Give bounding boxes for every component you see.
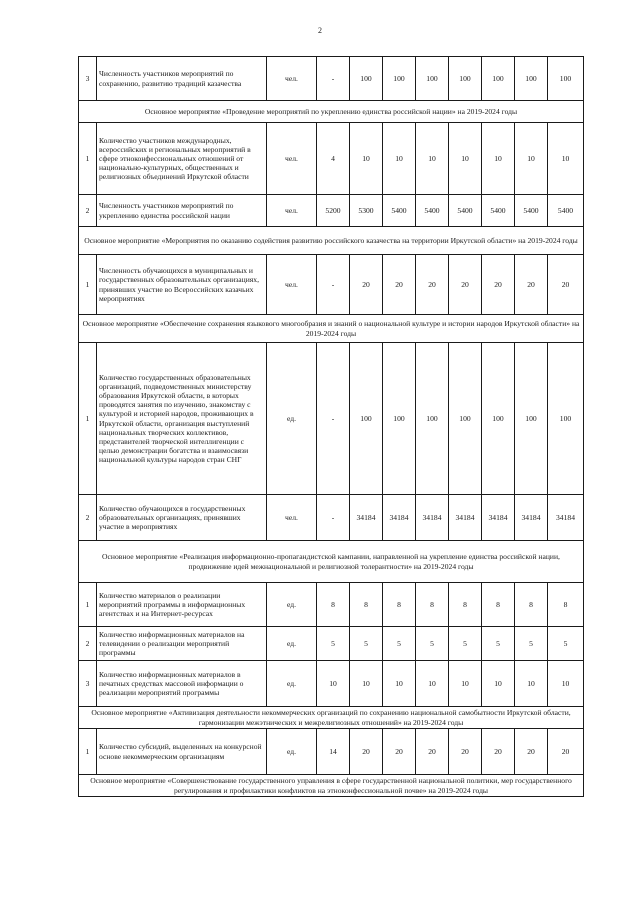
value-cell: 20 [383, 729, 416, 775]
indicator-name: Количество материалов о реализации мероприятий программы в информационных агентствах и на Интернет-ресурсах [97, 583, 267, 627]
table-row [79, 729, 584, 775]
value-cell: 20 [449, 729, 482, 775]
value-cell: 20 [515, 255, 548, 315]
value-cell: 8 [449, 583, 482, 627]
value-cell: 14 [317, 729, 350, 775]
indicator-name: Численность обучающихся в муниципальных и государственных образовательных организациях, принявших участие во Всероссийских казачьих мероприятиях [97, 255, 267, 315]
unit-cell: ед. [267, 343, 317, 495]
value-cell: 5 [383, 627, 416, 661]
value-cell: 5 [449, 627, 482, 661]
section-heading-row [79, 315, 584, 343]
value-cell: 20 [416, 255, 449, 315]
value-cell: 10 [383, 123, 416, 195]
row-number: 1 [79, 343, 97, 495]
value-cell: 10 [515, 661, 548, 707]
section-heading: Основное мероприятие «Совершенствование государственного управления в сфере государственной национальной политики, мер государственного регулирования и профилактики конфликтов на этноконфессиональной почве» на 2019-2024 годы [79, 775, 584, 797]
value-cell: - [317, 255, 350, 315]
value-cell: 5 [317, 627, 350, 661]
indicator-name: Численность участников мероприятий по сохранению, развитию традиций казачества [97, 57, 267, 101]
row-number: 1 [79, 123, 97, 195]
value-cell: 20 [350, 255, 383, 315]
value-cell: 100 [350, 343, 383, 495]
value-cell: 5400 [515, 195, 548, 227]
value-cell: 100 [416, 57, 449, 101]
value-cell: 10 [350, 661, 383, 707]
value-cell: 8 [515, 583, 548, 627]
value-cell: 100 [449, 57, 482, 101]
section-heading-row [79, 101, 584, 123]
unit-cell: ед. [267, 729, 317, 775]
value-cell: 5400 [449, 195, 482, 227]
value-cell: 100 [449, 343, 482, 495]
row-number: 3 [79, 661, 97, 707]
value-cell: 34184 [383, 495, 416, 541]
value-cell: 10 [383, 661, 416, 707]
value-cell: 20 [383, 255, 416, 315]
table-row [79, 195, 584, 227]
value-cell: 8 [317, 583, 350, 627]
value-cell: 34184 [482, 495, 515, 541]
value-cell: 20 [515, 729, 548, 775]
value-cell: 34184 [416, 495, 449, 541]
table-row [79, 123, 584, 195]
value-cell: 10 [350, 123, 383, 195]
value-cell: 100 [350, 57, 383, 101]
unit-cell: чел. [267, 123, 317, 195]
value-cell: 100 [548, 57, 584, 101]
section-heading: Основное мероприятие «Обеспечение сохранения языкового многообразия и знаний о национальной культуре и истории народов Иркутской области» на 2019-2024 годы [79, 315, 584, 343]
value-cell: 5400 [482, 195, 515, 227]
value-cell: 10 [449, 123, 482, 195]
indicator-name: Количество обучающихся в государственных образовательных организациях, принявших участие в мероприятиях [97, 495, 267, 541]
page-number: 2 [318, 26, 322, 35]
value-cell: 5400 [383, 195, 416, 227]
section-heading-row [79, 775, 584, 797]
section-heading: Основное мероприятие «Мероприятия по оказанию содействия развитию российского казачества на территории Иркутской области» на 2019-2024 годы [79, 227, 584, 255]
table-row [79, 627, 584, 661]
value-cell: 100 [515, 343, 548, 495]
indicator-name: Количество субсидий, выделенных на конкурсной основе некоммерческим организациям [97, 729, 267, 775]
indicator-name: Численность участников мероприятий по укреплению единства российской нации [97, 195, 267, 227]
value-cell: 8 [548, 583, 584, 627]
value-cell: 100 [482, 343, 515, 495]
unit-cell: ед. [267, 583, 317, 627]
value-cell: 20 [416, 729, 449, 775]
unit-cell: чел. [267, 195, 317, 227]
indicator-name: Количество участников международных, всероссийских и региональных мероприятий в сфере этноконфессиональных отношений от национально-культурных, общественных и религиозных объединений Иркутской области [97, 123, 267, 195]
value-cell: 10 [548, 123, 584, 195]
value-cell: 20 [548, 255, 584, 315]
value-cell: - [317, 495, 350, 541]
value-cell: 20 [482, 255, 515, 315]
unit-cell: чел. [267, 57, 317, 101]
value-cell: 8 [482, 583, 515, 627]
value-cell: 5300 [350, 195, 383, 227]
indicator-name: Количество информационных материалов в печатных средствах массовой информации о реализации мероприятий программы [97, 661, 267, 707]
value-cell: 10 [548, 661, 584, 707]
row-number: 2 [79, 495, 97, 541]
value-cell: 100 [383, 343, 416, 495]
value-cell: 5 [548, 627, 584, 661]
value-cell: 5 [416, 627, 449, 661]
indicators-table [78, 56, 584, 797]
section-heading: Основное мероприятие «Активизация деятельности некоммерческих организаций по сохранению национальной самобытности Иркутской области, гармонизации межэтнических и межрелигиозных отношений» на 2019-2024 годы [79, 707, 584, 729]
value-cell: 34184 [449, 495, 482, 541]
value-cell: 100 [416, 343, 449, 495]
value-cell: 10 [416, 123, 449, 195]
value-cell: 20 [350, 729, 383, 775]
value-cell: 100 [482, 57, 515, 101]
value-cell: 5 [350, 627, 383, 661]
section-heading-row [79, 707, 584, 729]
value-cell: 10 [317, 661, 350, 707]
row-number: 1 [79, 255, 97, 315]
value-cell: 100 [515, 57, 548, 101]
value-cell: 10 [482, 661, 515, 707]
value-cell: - [317, 57, 350, 101]
table-row [79, 583, 584, 627]
value-cell: 10 [449, 661, 482, 707]
row-number: 2 [79, 195, 97, 227]
value-cell: 10 [515, 123, 548, 195]
section-heading-row [79, 541, 584, 583]
value-cell: 5 [515, 627, 548, 661]
value-cell: 8 [416, 583, 449, 627]
value-cell: 5200 [317, 195, 350, 227]
table-row [79, 495, 584, 541]
row-number: 1 [79, 583, 97, 627]
section-heading: Основное мероприятие «Проведение мероприятий по укреплению единства российской нации» на 2019-2024 годы [79, 101, 584, 123]
value-cell: 8 [350, 583, 383, 627]
unit-cell: ед. [267, 661, 317, 707]
table-row [79, 661, 584, 707]
value-cell: 4 [317, 123, 350, 195]
value-cell: 10 [482, 123, 515, 195]
value-cell: 10 [416, 661, 449, 707]
section-heading-row [79, 227, 584, 255]
value-cell: 34184 [515, 495, 548, 541]
value-cell: 5 [482, 627, 515, 661]
row-number: 3 [79, 57, 97, 101]
unit-cell: ед. [267, 627, 317, 661]
table-body [79, 57, 584, 797]
section-heading: Основное мероприятие «Реализация информационно-пропагандистской кампании, направленной на укрепление единства российской нации, продвижение идей межнациональной и религиозной толерантности» на 2019-2024 годы [79, 541, 584, 583]
indicator-name: Количество информационных материалов на телевидении о реализации мероприятий программы [97, 627, 267, 661]
value-cell: 100 [548, 343, 584, 495]
unit-cell: чел. [267, 495, 317, 541]
value-cell: 8 [383, 583, 416, 627]
value-cell: 5400 [548, 195, 584, 227]
unit-cell: чел. [267, 255, 317, 315]
indicator-name: Количество государственных образовательных организаций, подведомственных министерству образования Иркутской области, в которых проводятся занятия по изучению, знакомству с культурой и историей народов, проживающих в Иркутской области, организация выступлений национальных творческих коллективов, представителей творческой интеллигенции с целью демонстрации богатства и взаимосвязи национальной культуры народов стран СНГ [97, 343, 267, 495]
value-cell: 34184 [548, 495, 584, 541]
value-cell: 20 [548, 729, 584, 775]
table-row [79, 255, 584, 315]
row-number: 1 [79, 729, 97, 775]
row-number: 2 [79, 627, 97, 661]
value-cell: 20 [482, 729, 515, 775]
value-cell: 5400 [416, 195, 449, 227]
value-cell: 34184 [350, 495, 383, 541]
table-row [79, 57, 584, 101]
value-cell: 20 [449, 255, 482, 315]
value-cell: 100 [383, 57, 416, 101]
value-cell: - [317, 343, 350, 495]
table-row [79, 343, 584, 495]
